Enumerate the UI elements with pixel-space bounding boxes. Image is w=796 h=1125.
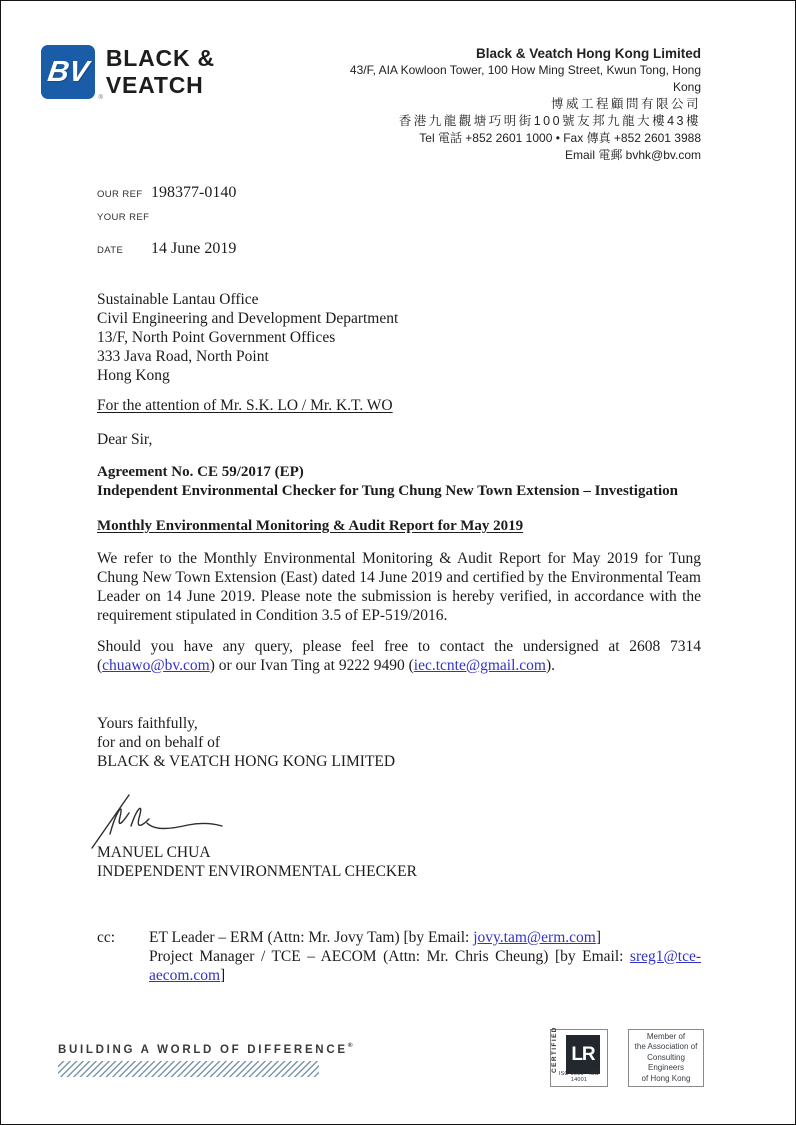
closing-line: BLACK & VEATCH HONG KONG LIMITED: [97, 753, 396, 770]
closing-block: [97, 714, 701, 771]
subject-line-1: Agreement No. CE 59/2017 (EP): [97, 464, 304, 480]
subject-line-3: Monthly Environmental Monitoring & Audit Report for May 2019: [97, 518, 524, 534]
brand-tagline: [58, 1042, 353, 1056]
cc-label: cc:: [97, 929, 116, 946]
company-name-zh: 博威工程顧問有限公司: [550, 97, 701, 111]
recipient-line: Hong Kong: [97, 367, 170, 384]
lr-logo-icon: LR: [566, 1035, 600, 1074]
cc-line-1: [149, 928, 701, 947]
recipient-line: Sustainable Lantau Office: [97, 291, 259, 308]
bv-monogram: BV: [45, 55, 91, 88]
email-link-iec[interactable]: iec.tcnte@gmail.com: [413, 657, 546, 674]
tagline-hatch-decoration: [58, 1061, 319, 1077]
acehk-member-badge: [628, 1029, 704, 1087]
signer-title: INDEPENDENT ENVIRONMENTAL CHECKER: [97, 863, 417, 880]
company-email: Email 電郵 bvhk@bv.com: [565, 148, 701, 162]
signer-name: MANUEL CHUA: [97, 844, 211, 861]
company-name: Black & Veatch Hong Kong Limited: [475, 46, 701, 61]
cc2-text: Project Manager / TCE – AECOM (Attn: Mr. Chris Cheung) [by Email:: [149, 948, 630, 965]
para2-text: ).: [545, 657, 556, 674]
your-ref-row: [97, 212, 236, 240]
para2-text: ) or our Ivan Ting at 9222 9490 (: [209, 657, 414, 674]
company-logo: [41, 45, 319, 99]
cc-line-2: [149, 947, 701, 985]
tagline-registered-mark: ®: [347, 1042, 353, 1049]
closing-line: for and on behalf of: [97, 734, 221, 751]
company-address-block: [319, 45, 701, 164]
tagline-text: BUILDING A WORLD OF DIFFERENCE: [58, 1044, 348, 1056]
cc2-text: ]: [220, 967, 226, 984]
date-value: 14 June 2019: [151, 240, 237, 257]
cc1-text: ET Leader – ERM (Attn: Mr. Jovy Tam) [by Email:: [149, 929, 474, 946]
our-ref-value: 198377-0140: [151, 184, 237, 201]
recipient-address: [97, 290, 701, 385]
member-badge-line: Member of: [646, 1031, 686, 1041]
closing-line: Yours faithfully,: [97, 715, 198, 732]
email-link-jovy-tam[interactable]: jovy.tam@erm.com: [473, 929, 596, 946]
your-ref-label: YOUR REF: [97, 212, 150, 223]
lr-certified-label: CERTIFIED: [551, 1026, 558, 1073]
recipient-line: Civil Engineering and Development Department: [97, 310, 399, 327]
lr-iso-label: ISO 9001 · ISO 14001: [558, 1071, 600, 1083]
cc-content: [149, 928, 701, 985]
date-row: [97, 240, 236, 268]
salutation: Dear Sir,: [97, 431, 153, 448]
company-wordmark: BLACK & VEATCH: [105, 45, 215, 98]
cc1-text: ]: [595, 929, 602, 946]
company-address-zh: 香港九龍觀塘巧明街100號友邦九龍大樓43樓: [398, 114, 701, 128]
email-link-sreg1[interactable]: sreg1@tce-aecom.com: [149, 948, 701, 984]
date-label: DATE: [97, 245, 124, 256]
email-link-chuawo[interactable]: chuawo@bv.com: [102, 657, 210, 674]
attention-line: For the attention of Mr. S.K. LO / Mr. K.T. WO: [97, 397, 393, 414]
our-ref-row: [97, 184, 236, 212]
cc-block: [97, 928, 701, 985]
body-paragraph-1: We refer to the Monthly Environmental Monitoring & Audit Report for May 2019 for Tung Chung New Town Extension (East) dated 14 June 2019 and certified by the Environmental Team Leader on 14 June 2019. Please note the submission is hereby verified, in accordance with the requirement stipulated in Condition 3.5 of EP-519/2016.: [97, 550, 701, 624]
member-badge-line: the Association of: [634, 1042, 698, 1052]
signer-block: [97, 843, 701, 881]
para2-text: Should you have any query, please feel free to contact the undersigned at 2608 7314 (: [97, 638, 701, 674]
registered-mark: ®: [98, 95, 103, 101]
reference-block: [97, 184, 236, 268]
subject-line-2: Independent Environmental Checker for Tung Chung New Town Extension – Investigation: [97, 483, 678, 499]
member-badge-line: of Hong Kong: [641, 1073, 691, 1083]
subject-heading: [97, 463, 701, 501]
letterhead: [41, 45, 701, 164]
body-paragraph-2: [97, 637, 701, 675]
recipient-line: 333 Java Road, North Point: [97, 348, 269, 365]
bv-logo-icon: [41, 45, 103, 101]
company-address-en: 43/F, AIA Kowloon Tower, 100 How Ming Street, Kwun Tong, Hong Kong: [349, 63, 701, 94]
recipient-line: 13/F, North Point Government Offices: [97, 329, 336, 346]
our-ref-label: OUR REF: [97, 189, 143, 200]
lr-certified-badge: [550, 1026, 608, 1087]
company-tel-fax: Tel 電話 +852 2601 1000 • Fax 傳真 +852 2601 3988: [419, 131, 701, 145]
member-badge-line: Consulting Engineers: [647, 1052, 685, 1073]
